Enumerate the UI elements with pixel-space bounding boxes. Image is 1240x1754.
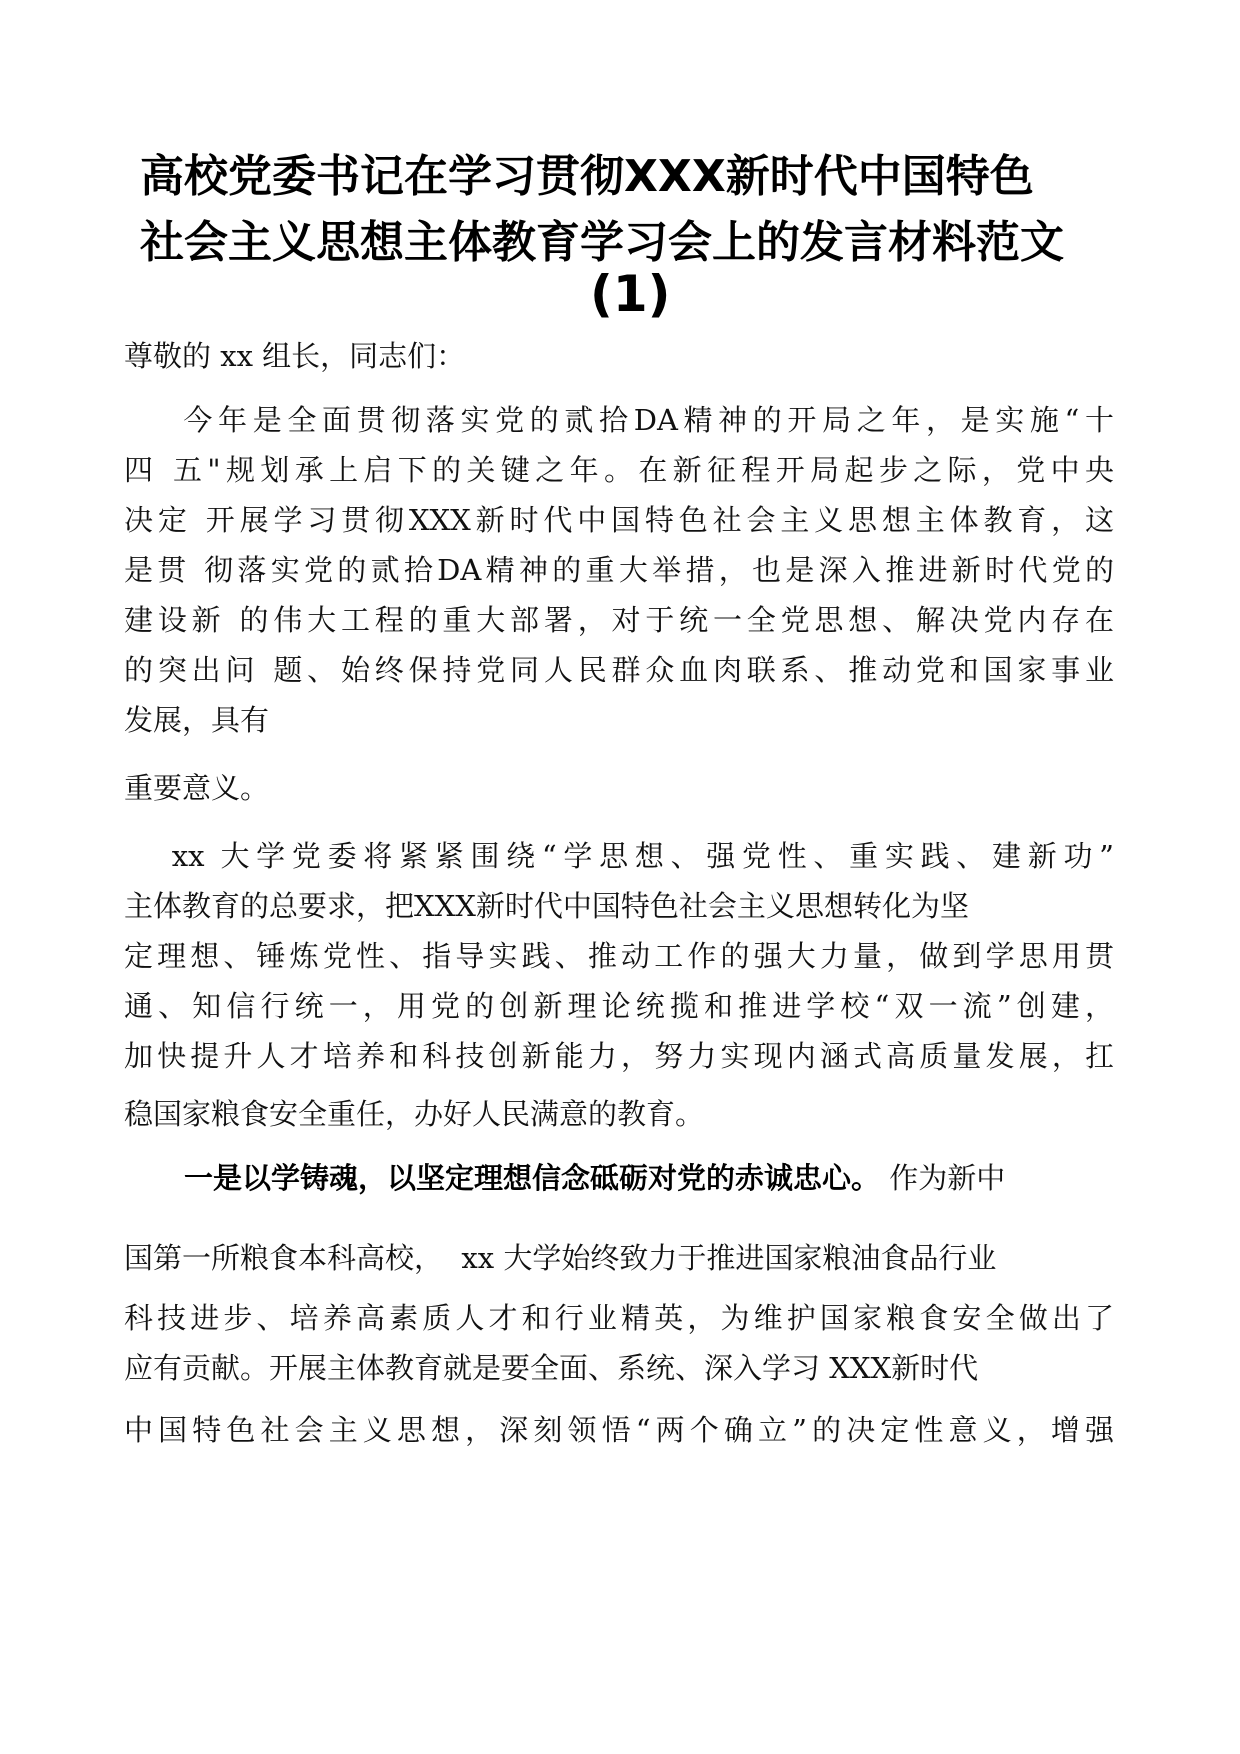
- body-line: 发展，具有: [124, 703, 270, 737]
- document-title-line-1: 高校党委书记在学习贯彻XXX新时代中国特色: [140, 151, 1034, 202]
- point-one-heading: 一是以学铸魂，以坚定理想信念砥砺对党的赤诚忠心。: [184, 1161, 881, 1195]
- point-one-text: 作为新中: [880, 1161, 1006, 1195]
- body-line: 主体教育的总要求，把XXX新时代中国特色社会主义思想转化为坚: [124, 889, 969, 923]
- body-line: 中国特色社会主义思想，深刻领悟“两个确立”的决定性意义，增强: [124, 1413, 1114, 1447]
- point-one-paragraph-start: [184, 1158, 1005, 1198]
- body-line: 四 五"规划承上启下的关键之年。在新征程开局起步之际，党中央: [124, 453, 1114, 487]
- body-line: 通、知信行统一，用党的创新理论统揽和推进学校“双一流”创建，: [124, 989, 1114, 1023]
- body-line: 加快提升人才培养和科技创新能力，努力实现内涵式高质量发展，扛: [124, 1039, 1114, 1073]
- body-line: xx 大学党委将紧紧围绕“学思想、强党性、重实践、建新功”: [124, 839, 1114, 873]
- salutation: 尊敬的 xx 组长，同志们：: [124, 339, 466, 373]
- body-line: 科技进步、培养高素质人才和行业精英，为维护国家粮食安全做出了: [124, 1301, 1114, 1335]
- body-line: 的突出问 题、始终保持党同人民群众血肉联系、推动党和国家事业: [124, 653, 1114, 687]
- body-line: 稳国家粮食安全重任，办好人民满意的教育。: [124, 1097, 705, 1131]
- body-line: 建设新 的伟大工程的重大部署，对于统一全党思想、解决党内存在: [124, 603, 1114, 637]
- body-line: 今年是全面贯彻落实党的贰拾DA精神的开局之年，是实施“十: [124, 403, 1114, 437]
- document-title-line-2: 社会主义思想主体教育学习会上的发言材料范文: [140, 217, 1064, 268]
- body-line: 重要意义。: [124, 771, 270, 805]
- body-line: 国第一所粮食本科高校， xx 大学始终致力于推进国家粮油食品行业: [124, 1241, 997, 1275]
- body-line: 定理想、锤炼党性、指导实践、推动工作的强大力量，做到学思用贯: [124, 939, 1114, 973]
- body-line: 决定 开展学习贯彻XXX新时代中国特色社会主义思想主体教育，这: [124, 503, 1114, 537]
- document-title-line-3: (1): [590, 265, 671, 323]
- body-line: 是贯 彻落实党的贰拾DA精神的重大举措，也是深入推进新时代党的: [124, 553, 1114, 587]
- body-line: 应有贡献。开展主体教育就是要全面、系统、深入学习 XXX新时代: [124, 1351, 979, 1385]
